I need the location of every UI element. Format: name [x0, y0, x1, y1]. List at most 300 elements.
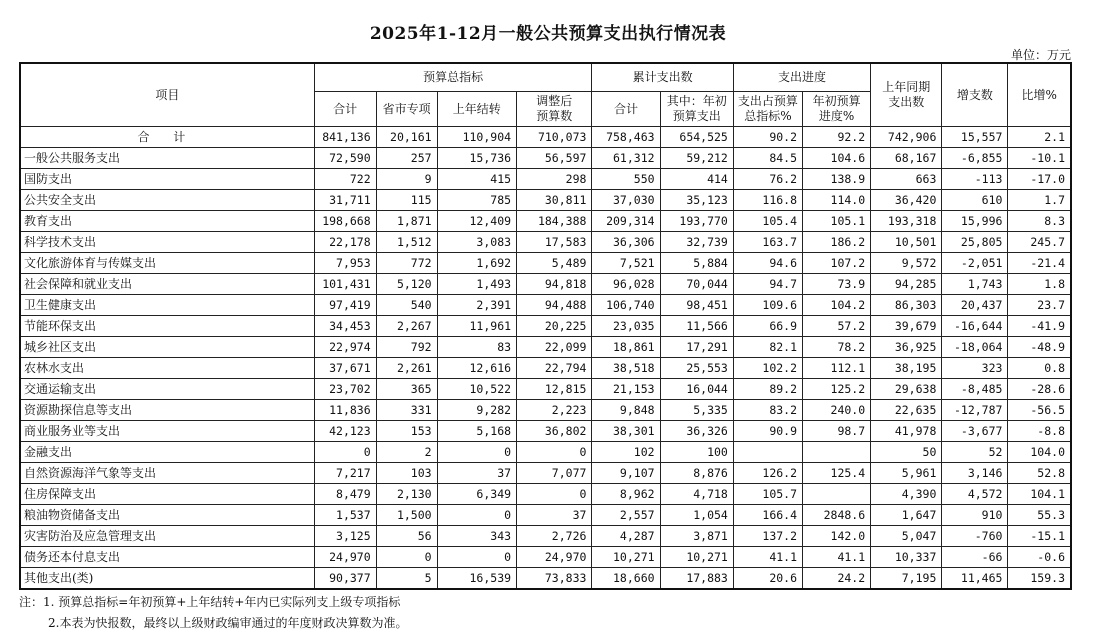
table-row: [20, 463, 1071, 484]
row-value: 5,047: [871, 526, 942, 547]
row-value: 76.2: [733, 169, 802, 190]
row-value: 102.2: [733, 358, 802, 379]
row-value: 7,953: [314, 253, 376, 274]
row-value: 4,287: [592, 526, 660, 547]
header-prog-total: 支出占预算总指标%: [733, 92, 802, 127]
row-value: 66.9: [733, 316, 802, 337]
row-value: 23,035: [592, 316, 660, 337]
row-value: 78.2: [803, 337, 871, 358]
table-row: [20, 232, 1071, 253]
row-value: 115: [376, 190, 437, 211]
row-value: 38,301: [592, 421, 660, 442]
row-value: 90.9: [733, 421, 802, 442]
row-value: 36,326: [660, 421, 733, 442]
row-value: -18,064: [942, 337, 1008, 358]
row-value: -113: [942, 169, 1008, 190]
row-value: -0.6: [1008, 547, 1071, 568]
row-value: 550: [592, 169, 660, 190]
row-value: 4,390: [871, 484, 942, 505]
row-value: 20.6: [733, 568, 802, 590]
row-value: -48.9: [1008, 337, 1071, 358]
row-label: 卫生健康支出: [20, 295, 314, 316]
row-value: 0: [437, 442, 516, 463]
row-value: 61,312: [592, 148, 660, 169]
row-value: 11,836: [314, 400, 376, 421]
row-value: 25,553: [660, 358, 733, 379]
row-value: 68,167: [871, 148, 942, 169]
row-value: 5,489: [517, 253, 592, 274]
row-value: 2,130: [376, 484, 437, 505]
row-value: 5: [376, 568, 437, 590]
row-value: 138.9: [803, 169, 871, 190]
row-value: 125.2: [803, 379, 871, 400]
row-value: 722: [314, 169, 376, 190]
table-row: [20, 547, 1071, 568]
row-value: 98,451: [660, 295, 733, 316]
row-value: 4,572: [942, 484, 1008, 505]
row-value: 104.1: [1008, 484, 1071, 505]
header-item: 项目: [20, 63, 314, 127]
table-row: [20, 211, 1071, 232]
row-value: 29,638: [871, 379, 942, 400]
row-value: -8,485: [942, 379, 1008, 400]
row-value: 153: [376, 421, 437, 442]
table-row: [20, 526, 1071, 547]
row-value: 5,884: [660, 253, 733, 274]
row-value: -17.0: [1008, 169, 1071, 190]
row-value: 9: [376, 169, 437, 190]
row-value: 1,692: [437, 253, 516, 274]
row-value: 94,488: [517, 295, 592, 316]
row-value: 37: [517, 505, 592, 526]
row-label: 债务还本付息支出: [20, 547, 314, 568]
row-value: 5,120: [376, 274, 437, 295]
row-value: 36,306: [592, 232, 660, 253]
row-value: 109.6: [733, 295, 802, 316]
row-value: 20,437: [942, 295, 1008, 316]
row-value: 11,566: [660, 316, 733, 337]
row-value: 32,739: [660, 232, 733, 253]
table-row: [20, 190, 1071, 211]
row-value: 52.8: [1008, 463, 1071, 484]
row-value: 25,805: [942, 232, 1008, 253]
row-value: 84.5: [733, 148, 802, 169]
row-value: 21,153: [592, 379, 660, 400]
row-value: 55.3: [1008, 505, 1071, 526]
row-value: 22,178: [314, 232, 376, 253]
row-label: 资源勘探信息等支出: [20, 400, 314, 421]
row-value: 2848.6: [803, 505, 871, 526]
header-row-1: [20, 63, 1071, 92]
row-label: 社会保障和就业支出: [20, 274, 314, 295]
row-value: 94,818: [517, 274, 592, 295]
row-label: 商业服务业等支出: [20, 421, 314, 442]
row-value: 104.2: [803, 295, 871, 316]
row-value: 70,044: [660, 274, 733, 295]
row-value: 73,833: [517, 568, 592, 590]
row-value: -41.9: [1008, 316, 1071, 337]
row-value: 198,668: [314, 211, 376, 232]
row-value: 116.8: [733, 190, 802, 211]
row-value: 792: [376, 337, 437, 358]
row-value: 323: [942, 358, 1008, 379]
row-value: -10.1: [1008, 148, 1071, 169]
header-cum-total: 合计: [592, 92, 660, 127]
row-value: 38,195: [871, 358, 942, 379]
row-value: -56.5: [1008, 400, 1071, 421]
row-value: 15,736: [437, 148, 516, 169]
table-row: [20, 505, 1071, 526]
row-value: 31,711: [314, 190, 376, 211]
row-label: 金融支出: [20, 442, 314, 463]
row-value: 159.3: [1008, 568, 1071, 590]
row-value: 126.2: [733, 463, 802, 484]
table-row: [20, 295, 1071, 316]
row-value: 414: [660, 169, 733, 190]
table-row: [20, 568, 1071, 590]
row-value: 7,521: [592, 253, 660, 274]
row-value: 24.2: [803, 568, 871, 590]
row-value: [733, 442, 802, 463]
row-value: 166.4: [733, 505, 802, 526]
note-1: 注：1. 预算总指标=年初预算+上年结转+年内已实际列支上级专项指标: [19, 595, 401, 609]
row-value: 186.2: [803, 232, 871, 253]
row-value: 365: [376, 379, 437, 400]
row-value: 10,271: [592, 547, 660, 568]
row-value: 9,107: [592, 463, 660, 484]
row-value: 163.7: [733, 232, 802, 253]
row-value: 331: [376, 400, 437, 421]
total-row: [20, 127, 1071, 148]
row-value: 101,431: [314, 274, 376, 295]
row-label: 一般公共服务支出: [20, 148, 314, 169]
row-value: [803, 442, 871, 463]
note-2: 2.本表为快报数，最终以上级财政编审通过的年度财政决算数为准。: [48, 616, 408, 630]
row-value: 1,493: [437, 274, 516, 295]
row-value: 24,970: [314, 547, 376, 568]
row-value: 9,282: [437, 400, 516, 421]
row-value: 540: [376, 295, 437, 316]
row-value: 610: [942, 190, 1008, 211]
row-value: 2: [376, 442, 437, 463]
row-value: 11,465: [942, 568, 1008, 590]
row-value: 7,195: [871, 568, 942, 590]
row-value: 3,871: [660, 526, 733, 547]
table-row: [20, 316, 1071, 337]
row-label: 科学技术支出: [20, 232, 314, 253]
row-label: 粮油物资储备支出: [20, 505, 314, 526]
row-value: 15,557: [942, 127, 1008, 148]
row-value: 89.2: [733, 379, 802, 400]
row-label: 公共安全支出: [20, 190, 314, 211]
row-value: 110,904: [437, 127, 516, 148]
row-value: -66: [942, 547, 1008, 568]
row-value: -21.4: [1008, 253, 1071, 274]
row-value: 100: [660, 442, 733, 463]
row-value: 2,557: [592, 505, 660, 526]
row-value: 105.4: [733, 211, 802, 232]
row-value: 193,318: [871, 211, 942, 232]
row-value: 52: [942, 442, 1008, 463]
row-value: 3,146: [942, 463, 1008, 484]
row-value: 5,168: [437, 421, 516, 442]
row-value: 654,525: [660, 127, 733, 148]
row-value: -8.8: [1008, 421, 1071, 442]
row-label: 文化旅游体育与传媒支出: [20, 253, 314, 274]
row-value: 193,770: [660, 211, 733, 232]
row-value: 1,743: [942, 274, 1008, 295]
row-value: 12,815: [517, 379, 592, 400]
row-value: -3,677: [942, 421, 1008, 442]
row-value: 41,978: [871, 421, 942, 442]
row-value: 2,391: [437, 295, 516, 316]
row-value: 415: [437, 169, 516, 190]
header-cumulative: 累计支出数: [592, 63, 733, 92]
row-label: 国防支出: [20, 169, 314, 190]
row-value: 105.1: [803, 211, 871, 232]
row-value: 11,961: [437, 316, 516, 337]
row-value: 2,223: [517, 400, 592, 421]
row-value: 23,702: [314, 379, 376, 400]
budget-expenditure-table: [19, 62, 1072, 590]
row-value: 96,028: [592, 274, 660, 295]
row-value: 710,073: [517, 127, 592, 148]
row-label: 住房保障支出: [20, 484, 314, 505]
row-value: 83: [437, 337, 516, 358]
row-value: 1,537: [314, 505, 376, 526]
table-row: [20, 358, 1071, 379]
table-row: [20, 442, 1071, 463]
table-row: [20, 337, 1071, 358]
row-label: 自然资源海洋气象等支出: [20, 463, 314, 484]
row-value: 9,848: [592, 400, 660, 421]
header-provincial: 省市专项: [376, 92, 437, 127]
row-value: 15,996: [942, 211, 1008, 232]
row-value: 7,217: [314, 463, 376, 484]
header-growth: 比增%: [1008, 63, 1071, 127]
row-value: 257: [376, 148, 437, 169]
header-prog-initial: 年初预算进度%: [803, 92, 871, 127]
row-value: 105.7: [733, 484, 802, 505]
row-value: 36,925: [871, 337, 942, 358]
row-value: 0: [314, 442, 376, 463]
row-value: 0: [437, 505, 516, 526]
row-value: 22,974: [314, 337, 376, 358]
header-carryover: 上年结转: [437, 92, 516, 127]
table-row: [20, 253, 1071, 274]
table-row: [20, 400, 1071, 421]
row-value: 245.7: [1008, 232, 1071, 253]
row-value: 102: [592, 442, 660, 463]
table-row: [20, 169, 1071, 190]
table-row: [20, 148, 1071, 169]
row-value: 2,726: [517, 526, 592, 547]
row-label: 其他支出(类): [20, 568, 314, 590]
header-adjusted: 调整后预算数: [517, 92, 592, 127]
row-value: 92.2: [803, 127, 871, 148]
row-value: 3,125: [314, 526, 376, 547]
row-value: 18,861: [592, 337, 660, 358]
row-value: 17,291: [660, 337, 733, 358]
row-value: 73.9: [803, 274, 871, 295]
row-value: 1,500: [376, 505, 437, 526]
row-value: 8.3: [1008, 211, 1071, 232]
row-value: 37,671: [314, 358, 376, 379]
row-value: 56: [376, 526, 437, 547]
row-label: 节能环保支出: [20, 316, 314, 337]
row-value: 1.8: [1008, 274, 1071, 295]
row-value: 24,970: [517, 547, 592, 568]
row-value: 1,054: [660, 505, 733, 526]
row-value: 90,377: [314, 568, 376, 590]
row-value: 16,539: [437, 568, 516, 590]
row-value: 50: [871, 442, 942, 463]
row-value: 22,099: [517, 337, 592, 358]
row-value: 106,740: [592, 295, 660, 316]
table-row: [20, 274, 1071, 295]
row-value: 94,285: [871, 274, 942, 295]
row-label: 交通运输支出: [20, 379, 314, 400]
row-value: 785: [437, 190, 516, 211]
footnotes: [19, 592, 407, 634]
row-value: 83.2: [733, 400, 802, 421]
row-value: 0.8: [1008, 358, 1071, 379]
row-value: -6,855: [942, 148, 1008, 169]
row-value: 125.4: [803, 463, 871, 484]
table-row: [20, 379, 1071, 400]
row-value: 240.0: [803, 400, 871, 421]
row-value: -12,787: [942, 400, 1008, 421]
row-value: 37,030: [592, 190, 660, 211]
header-budget-total: 预算总指标: [314, 63, 592, 92]
row-value: 82.1: [733, 337, 802, 358]
row-value: 841,136: [314, 127, 376, 148]
row-value: 12,616: [437, 358, 516, 379]
header-cum-initial: 其中：年初预算支出: [660, 92, 733, 127]
row-value: 7,077: [517, 463, 592, 484]
row-value: 742,906: [871, 127, 942, 148]
row-value: 56,597: [517, 148, 592, 169]
row-value: -16,644: [942, 316, 1008, 337]
row-value: 17,883: [660, 568, 733, 590]
row-value: 57.2: [803, 316, 871, 337]
row-value: 0: [376, 547, 437, 568]
row-value: 772: [376, 253, 437, 274]
row-value: 5,335: [660, 400, 733, 421]
row-value: 20,161: [376, 127, 437, 148]
row-value: 663: [871, 169, 942, 190]
row-value: 22,794: [517, 358, 592, 379]
row-label: 灾害防治及应急管理支出: [20, 526, 314, 547]
row-value: 12,409: [437, 211, 516, 232]
row-label: 农林水支出: [20, 358, 314, 379]
row-label: 教育支出: [20, 211, 314, 232]
row-value: 42,123: [314, 421, 376, 442]
row-value: 36,802: [517, 421, 592, 442]
row-value: 0: [517, 442, 592, 463]
row-value: 72,590: [314, 148, 376, 169]
row-value: 38,518: [592, 358, 660, 379]
row-value: 5,961: [871, 463, 942, 484]
row-value: 97,419: [314, 295, 376, 316]
row-value: 104.6: [803, 148, 871, 169]
row-value: -2,051: [942, 253, 1008, 274]
row-value: 1,871: [376, 211, 437, 232]
header-increase: 增支数: [942, 63, 1008, 127]
row-value: 94.6: [733, 253, 802, 274]
row-value: -15.1: [1008, 526, 1071, 547]
row-value: 0: [437, 547, 516, 568]
row-value: 8,962: [592, 484, 660, 505]
row-value: 8,479: [314, 484, 376, 505]
row-value: 758,463: [592, 127, 660, 148]
row-value: 910: [942, 505, 1008, 526]
row-value: 114.0: [803, 190, 871, 211]
row-value: 10,501: [871, 232, 942, 253]
row-value: 37: [437, 463, 516, 484]
row-value: 6,349: [437, 484, 516, 505]
row-value: 8,876: [660, 463, 733, 484]
row-value: 39,679: [871, 316, 942, 337]
row-value: 34,453: [314, 316, 376, 337]
row-value: 137.2: [733, 526, 802, 547]
table-body: [20, 127, 1071, 590]
row-value: 142.0: [803, 526, 871, 547]
table-row: [20, 484, 1071, 505]
row-value: 2,261: [376, 358, 437, 379]
header-prior-year: 上年同期支出数: [871, 63, 942, 127]
row-label: 合 计: [20, 127, 314, 148]
row-value: 41.1: [733, 547, 802, 568]
row-value: 112.1: [803, 358, 871, 379]
row-value: 2,267: [376, 316, 437, 337]
row-value: 3,083: [437, 232, 516, 253]
row-value: 10,271: [660, 547, 733, 568]
row-value: 9,572: [871, 253, 942, 274]
row-value: 23.7: [1008, 295, 1071, 316]
row-value: 1,647: [871, 505, 942, 526]
unit-label: 单位：万元: [1010, 48, 1071, 62]
row-value: 30,811: [517, 190, 592, 211]
row-value: 4,718: [660, 484, 733, 505]
row-value: 184,388: [517, 211, 592, 232]
row-value: -28.6: [1008, 379, 1071, 400]
row-value: 41.1: [803, 547, 871, 568]
row-value: 298: [517, 169, 592, 190]
row-value: 90.2: [733, 127, 802, 148]
row-value: 10,522: [437, 379, 516, 400]
row-value: 86,303: [871, 295, 942, 316]
row-value: 36,420: [871, 190, 942, 211]
row-value: 98.7: [803, 421, 871, 442]
table-row: [20, 421, 1071, 442]
row-value: 59,212: [660, 148, 733, 169]
row-value: 343: [437, 526, 516, 547]
page-title: 2025年1-12月一般公共预算支出执行情况表: [369, 24, 727, 44]
row-value: 1.7: [1008, 190, 1071, 211]
row-value: 16,044: [660, 379, 733, 400]
row-value: 94.7: [733, 274, 802, 295]
row-value: 20,225: [517, 316, 592, 337]
row-value: 2.1: [1008, 127, 1071, 148]
row-value: 103: [376, 463, 437, 484]
row-value: 22,635: [871, 400, 942, 421]
row-value: 17,583: [517, 232, 592, 253]
row-label: 城乡社区支出: [20, 337, 314, 358]
row-value: 0: [517, 484, 592, 505]
row-value: 209,314: [592, 211, 660, 232]
row-value: 1,512: [376, 232, 437, 253]
